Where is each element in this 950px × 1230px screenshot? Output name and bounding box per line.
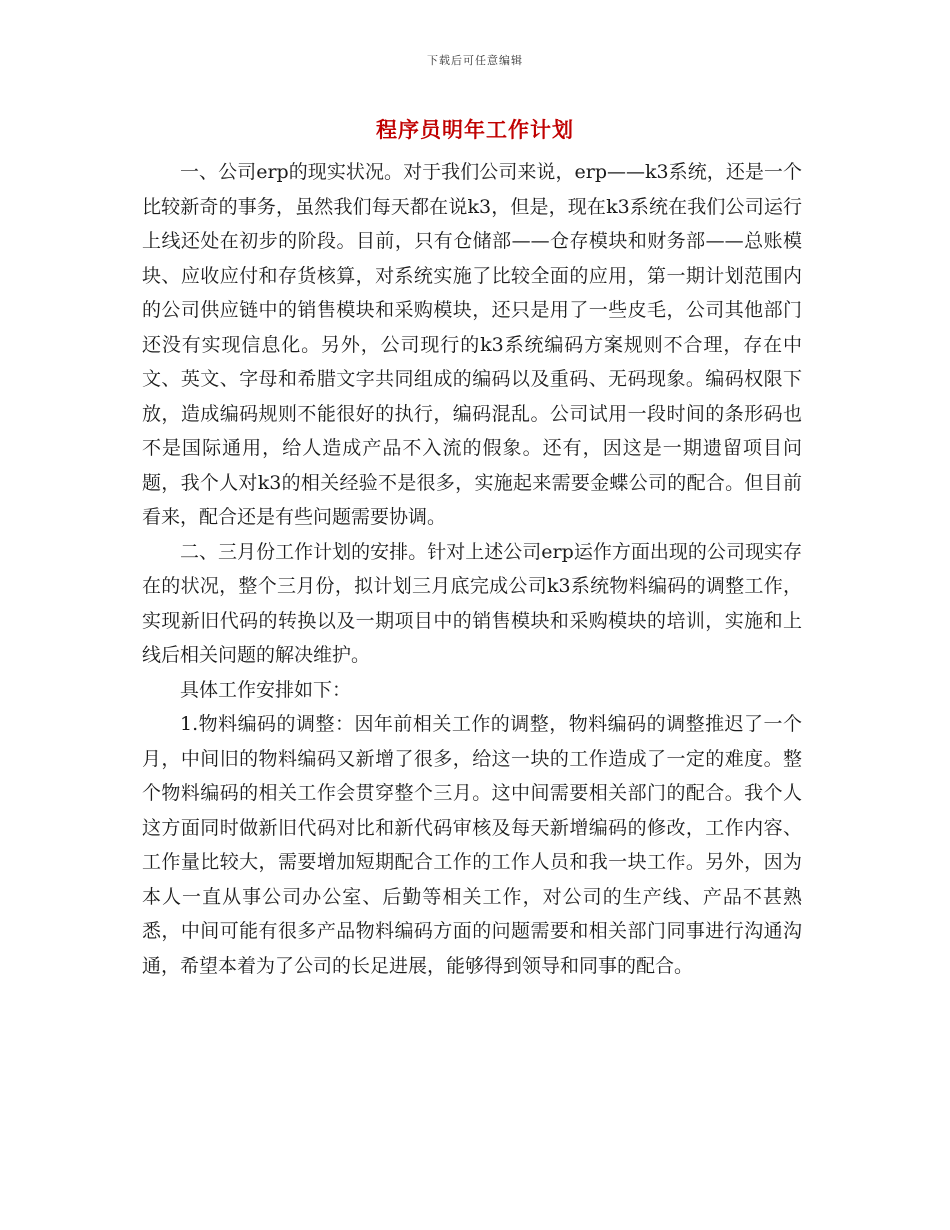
paragraph-material-coding: 1.物料编码的调整：因年前相关工作的调整，物料编码的调整推迟了一个月，中间旧的物料编码又新增了很多，给这一块的工作造成了一定的难度。整个物料编码的相关工作会贯穿整个三月。这中间需要相关部门的配合。我个人这方面同时做新旧代码对比和新代码审核及每天新增编码的修改，工作内容、工作量比较大，需要增加短期配合工作的工作人员和我一块工作。另外，因为本人一直从事公司办公室、后勤等相关工作，对公司的生产线、产品不甚熟悉，中间可能有很多产品物料编码方面的问题需要和相关部门同事进行沟通沟通，希望本着为了公司的长足进展，能够得到领导和同事的配合。 — [142, 713, 802, 977]
header-note: 下载后可任意编辑 — [427, 54, 523, 67]
document-body — [142, 155, 802, 983]
document-title: 程序员明年工作计划 — [376, 118, 574, 142]
paragraph-company-erp-status: 一、公司erp的现实状况。对于我们公司来说，erp——k3系统，还是一个比较新奇的事务，虽然我们每天都在说k3，但是，现在k3系统在我们公司运行上线还处在初步的阶段。目前，只有仓储部——仓存模块和财务部——总账模块、应收应付和存货核算，对系统实施了比较全面的应用，第一期计划范围内的公司供应链中的销售模块和采购模块，还只是用了一些皮毛，公司其他部门还没有实现信息化。另外，公司现行的k3系统编码方案规则不合理，存在中文、英文、字母和希腊文字共同组成的编码以及重码、无码现象。编码权限下放，造成编码规则不能很好的执行，编码混乱。公司试用一段时间的条形码也不是国际通用，给人造成产品不入流的假象。还有，因这是一期遗留项目问题，我个人对k3的相关经验不是很多，实施起来需要金蝶公司的配合。但目前看来，配合还是有些问题需要协调。 — [142, 161, 802, 528]
paragraph-work-arrangement-intro: 具体工作安排如下： — [180, 678, 352, 701]
paragraph-march-plan: 二、三月份工作计划的安排。针对上述公司erp运作方面出现的公司现实存在的状况，整个三月份，拟计划三月底完成公司k3系统物料编码的调整工作，实现新旧代码的转换以及一期项目中的销售模块和采购模块的培训，实施和上线后相关问题的解决维护。 — [142, 540, 802, 666]
